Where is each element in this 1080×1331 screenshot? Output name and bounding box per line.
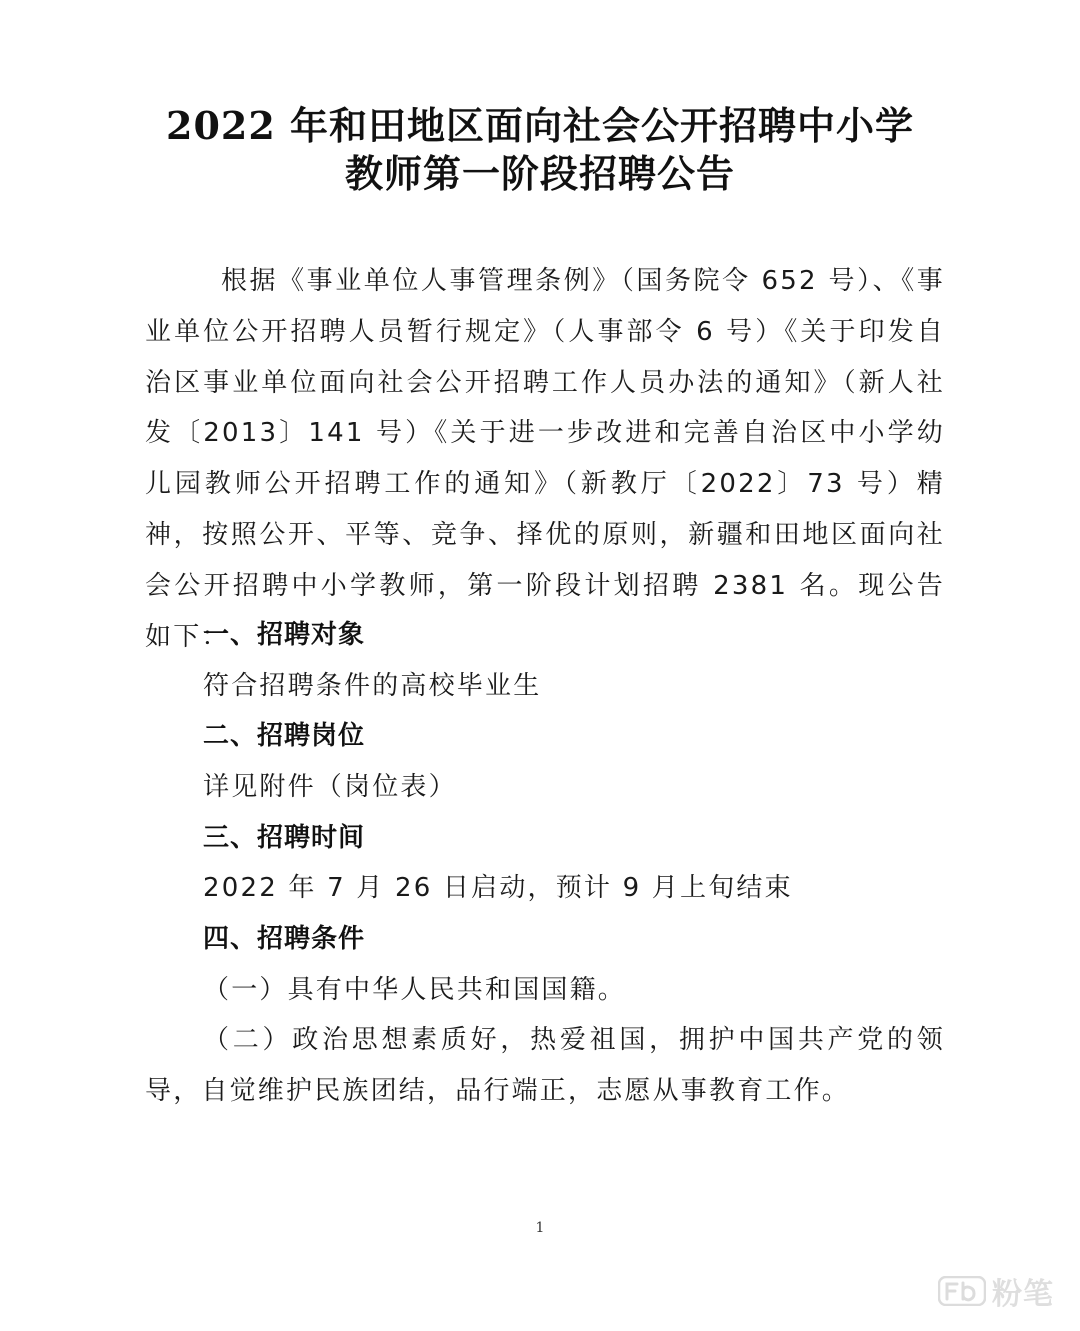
section-heading-2: 二、招聘岗位 (203, 721, 366, 751)
fenbi-logo-icon (938, 1276, 986, 1306)
document-title-line-2: 教师第一阶段招聘公告 (344, 151, 735, 196)
watermark (938, 1269, 1054, 1313)
section-heading-3: 三、招聘时间 (203, 823, 366, 853)
section-heading-4: 四、招聘条件 (203, 924, 366, 954)
section-heading-1: 一、招聘对象 (203, 620, 366, 650)
section-content-2: 详见附件（岗位表） (203, 772, 457, 802)
section-content-1: 符合招聘条件的高校毕业生 (203, 671, 542, 701)
watermark-text: 粉笔 (992, 1277, 1054, 1312)
document-title-line-1: 2022 年和田地区面向社会公开招聘中小学 (166, 103, 914, 148)
condition-1: （一）具有中华人民共和国国籍。 (203, 975, 627, 1005)
section-content-3: 2022 年 7 月 26 日启动，预计 9 月上旬结束 (203, 873, 793, 903)
condition-2: （二）政治思想素质好，热爱祖国，拥护中国共产党的领导，自觉维护民族团结，品行端正，志愿从事教育工作。 (145, 1025, 945, 1106)
page-number: 1 (535, 1220, 545, 1236)
intro-paragraph: 根据《事业单位人事管理条例》（国务院令 652 号）、《事业单位公开招聘人员暂行规定》（人事部令 6 号）《关于印发自治区事业单位面向社会公开招聘工作人员办法的通知》（新人社发〔2013〕141 号）《关于进一步改进和完善自治区中小学幼儿园教师公开招聘工作的通知》（新教厅〔2022〕73 号）精神，按照公开、平等、竞争、择优的原则，新疆和田地区面向社会公开招聘中小学教师，第一阶段计划招聘 2381 名。现公告如下： (145, 266, 945, 652)
